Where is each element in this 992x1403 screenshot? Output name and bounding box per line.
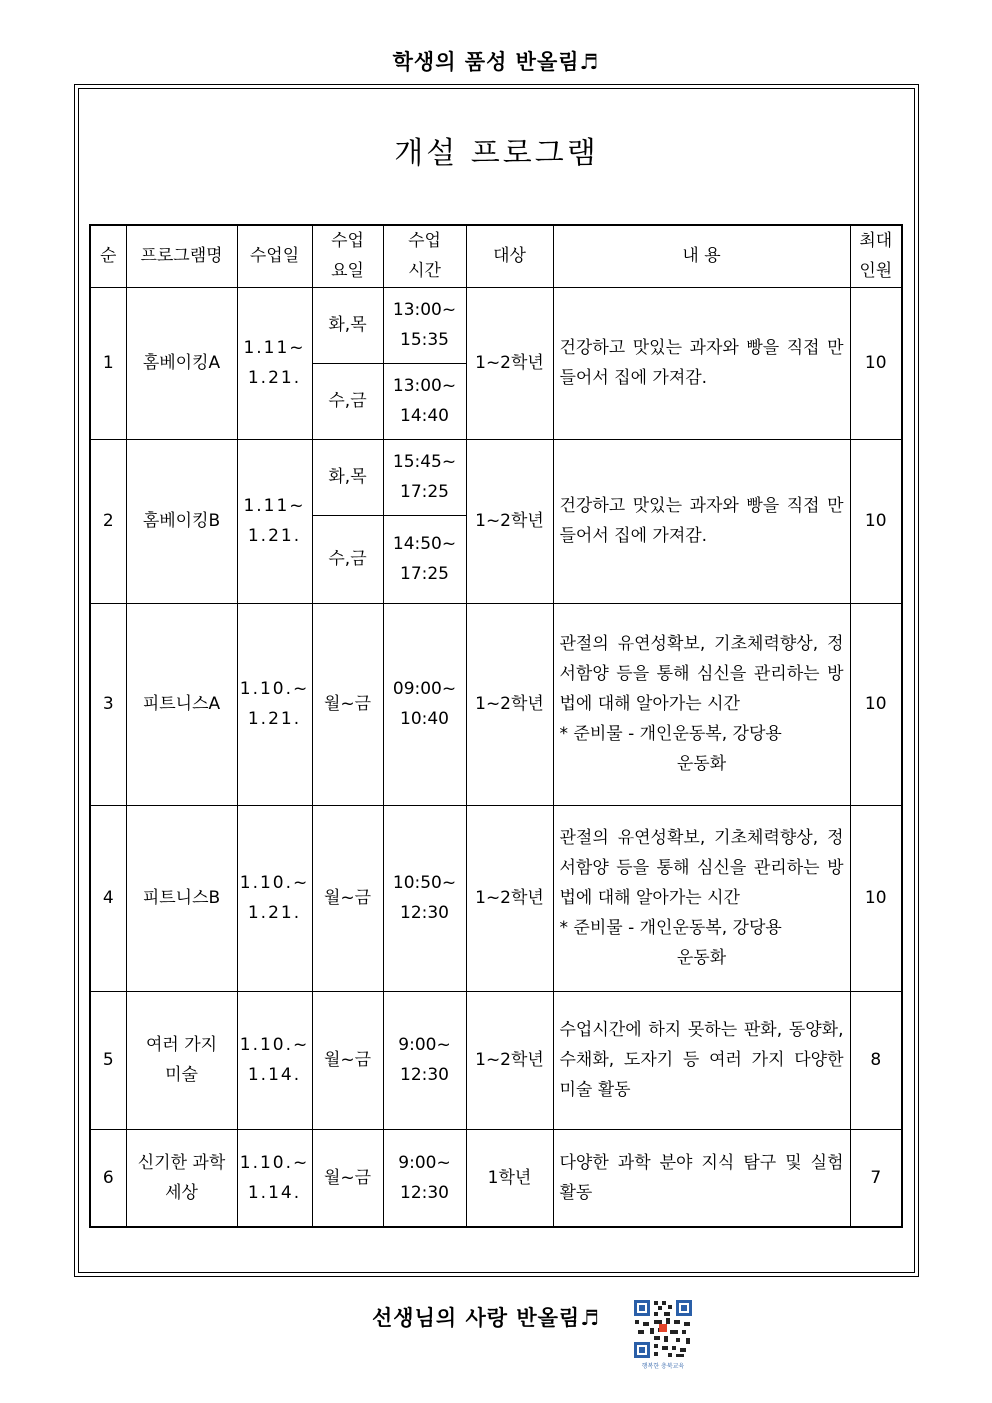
cell-time — [383, 439, 466, 515]
cell-content-note: * 준비물 - 개인운동복, 강당용 — [559, 724, 782, 744]
header-max-line2: 인원 — [859, 261, 893, 282]
cell-dates-end: 1.21. — [247, 368, 302, 388]
header-days — [312, 225, 383, 287]
cell-dates-start: 1.10.~ — [239, 873, 310, 893]
cell-name-line1: 여러 가지 — [145, 1035, 218, 1055]
cell-days: 화,목 — [312, 439, 383, 515]
header-dates: 수업일 — [237, 225, 312, 287]
table-row — [90, 805, 902, 991]
cell-time — [383, 805, 466, 991]
footer-slogan: 선생님의 사랑 반올림♬ — [372, 1305, 601, 1330]
cell-no: 4 — [90, 805, 126, 991]
cell-content — [553, 805, 850, 991]
table-row — [90, 603, 902, 805]
cell-no: 2 — [90, 439, 126, 603]
header-name: 프로그램명 — [126, 225, 237, 287]
header-time — [383, 225, 466, 287]
cell-content: 수업시간에 하지 못하는 판화, 동양화, 수채화, 도자기 등 여러 가지 다양한 미술 활동 — [553, 991, 850, 1129]
cell-dates-start: 1.11~ — [243, 496, 306, 516]
cell-days: 월~금 — [312, 991, 383, 1129]
cell-max: 10 — [850, 805, 902, 991]
cell-no: 3 — [90, 603, 126, 805]
table-row — [90, 991, 902, 1129]
cell-content-note-continued: 운동화 — [676, 948, 727, 968]
cell-target: 1~2학년 — [466, 603, 553, 805]
cell-content-text: 관절의 유연성확보, 기초체력향상, 정서함양 등을 통해 심신을 관리하는 방법에 대해 알아가는 시간 — [559, 828, 844, 908]
cell-dates — [237, 991, 312, 1129]
page-title: 개설 프로그램 — [394, 136, 599, 171]
cell-time-end: 10:40 — [400, 709, 449, 729]
program-table — [89, 224, 903, 1228]
cell-time-start: 9:00~ — [398, 1035, 451, 1055]
cell-days: 수,금 — [312, 363, 383, 439]
cell-time-end: 12:30 — [400, 1182, 449, 1203]
header-content: 내 용 — [553, 225, 850, 287]
cell-time-end: 17:25 — [400, 564, 449, 584]
header-target: 대상 — [466, 225, 553, 287]
cell-dates — [237, 1129, 312, 1227]
cell-name: 홈베이킹B — [126, 439, 237, 603]
cell-time-end: 14:40 — [400, 406, 449, 426]
cell-target: 1~2학년 — [466, 287, 553, 439]
cell-time-start: 13:00~ — [392, 300, 457, 320]
cell-target: 1~2학년 — [466, 439, 553, 603]
cell-time — [383, 287, 466, 363]
cell-time-start: 15:45~ — [392, 452, 457, 472]
cell-target: 1~2학년 — [466, 991, 553, 1129]
cell-days: 수,금 — [312, 515, 383, 603]
cell-days: 월~금 — [312, 1129, 383, 1227]
cell-content: 건강하고 맛있는 과자와 빵을 직접 만들어서 집에 가져감. — [553, 439, 850, 603]
cell-content: 다양한 과학 분야 지식 탐구 및 실험 활동 — [553, 1129, 850, 1227]
cell-content-text: 관절의 유연성확보, 기초체력향상, 정서함양 등을 통해 심신을 관리하는 방법에 대해 알아가는 시간 — [559, 634, 844, 714]
cell-dates — [237, 287, 312, 439]
cell-no: 6 — [90, 1129, 126, 1227]
header-row — [90, 225, 902, 287]
table-row — [90, 287, 902, 363]
cell-max: 10 — [850, 603, 902, 805]
cell-dates — [237, 805, 312, 991]
cell-time-start: 10:50~ — [392, 873, 457, 893]
cell-time-start: 13:00~ — [392, 376, 457, 396]
cell-time — [383, 603, 466, 805]
cell-time-end: 17:25 — [400, 482, 449, 502]
cell-max: 8 — [850, 991, 902, 1129]
cell-dates-end: 1.21. — [247, 526, 302, 546]
header-slogan: 학생의 품성 반올림♬ — [392, 49, 600, 74]
cell-dates — [237, 603, 312, 805]
cell-name — [126, 1129, 237, 1227]
cell-time — [383, 1129, 466, 1227]
header-days-line2: 요일 — [331, 261, 364, 282]
cell-no: 1 — [90, 287, 126, 439]
cell-time — [383, 515, 466, 603]
header-time-line2: 시간 — [408, 261, 441, 282]
cell-name-line1: 신기한 과학 — [137, 1152, 226, 1173]
cell-dates-end: 1.21. — [247, 903, 302, 923]
cell-dates-start: 1.11~ — [243, 338, 306, 358]
cell-time-end: 15:35 — [400, 330, 449, 350]
cell-dates-end: 1.21. — [247, 709, 302, 729]
cell-max: 10 — [850, 439, 902, 603]
cell-time — [383, 991, 466, 1129]
cell-content-note: * 준비물 - 개인운동복, 강당용 — [559, 918, 782, 938]
cell-dates-start: 1.10.~ — [239, 679, 310, 699]
cell-content: 건강하고 맛있는 과자와 빵을 직접 만들어서 집에 가져감. — [553, 287, 850, 439]
cell-content-note-continued: 운동화 — [676, 754, 727, 774]
qr-caption: 행복한 충북교육 — [641, 1363, 685, 1370]
cell-name: 피트니스B — [126, 805, 237, 991]
cell-dates-start: 1.10.~ — [239, 1152, 310, 1173]
cell-name-line2: 세상 — [165, 1182, 198, 1203]
header-max — [850, 225, 902, 287]
cell-dates — [237, 439, 312, 603]
cell-target: 1학년 — [466, 1129, 553, 1227]
cell-max: 7 — [850, 1129, 902, 1227]
cell-dates-end: 1.14. — [247, 1065, 302, 1085]
cell-time-start: 09:00~ — [392, 679, 457, 699]
header-no: 순 — [90, 225, 126, 287]
cell-dates-start: 1.10.~ — [239, 1035, 310, 1055]
cell-name: 홈베이킹A — [126, 287, 237, 439]
cell-days: 월~금 — [312, 805, 383, 991]
cell-days: 월~금 — [312, 603, 383, 805]
cell-time — [383, 363, 466, 439]
header-days-line1: 수업 — [331, 231, 364, 252]
cell-time-end: 12:30 — [400, 1065, 449, 1085]
cell-name: 피트니스A — [126, 603, 237, 805]
cell-name — [126, 991, 237, 1129]
cell-time-start: 14:50~ — [392, 534, 457, 554]
cell-no: 5 — [90, 991, 126, 1129]
cell-time-start: 9:00~ — [398, 1152, 451, 1173]
cell-days: 화,목 — [312, 287, 383, 363]
table-row — [90, 439, 902, 515]
cell-target: 1~2학년 — [466, 805, 553, 991]
cell-dates-end: 1.14. — [247, 1182, 302, 1203]
qr-code-icon — [632, 1298, 694, 1370]
cell-content — [553, 603, 850, 805]
cell-name-line2: 미술 — [165, 1065, 198, 1085]
table-row — [90, 1129, 902, 1227]
header-time-line1: 수업 — [408, 231, 441, 252]
cell-time-end: 12:30 — [400, 903, 449, 923]
header-max-line1: 최대 — [859, 231, 893, 252]
cell-max: 10 — [850, 287, 902, 439]
